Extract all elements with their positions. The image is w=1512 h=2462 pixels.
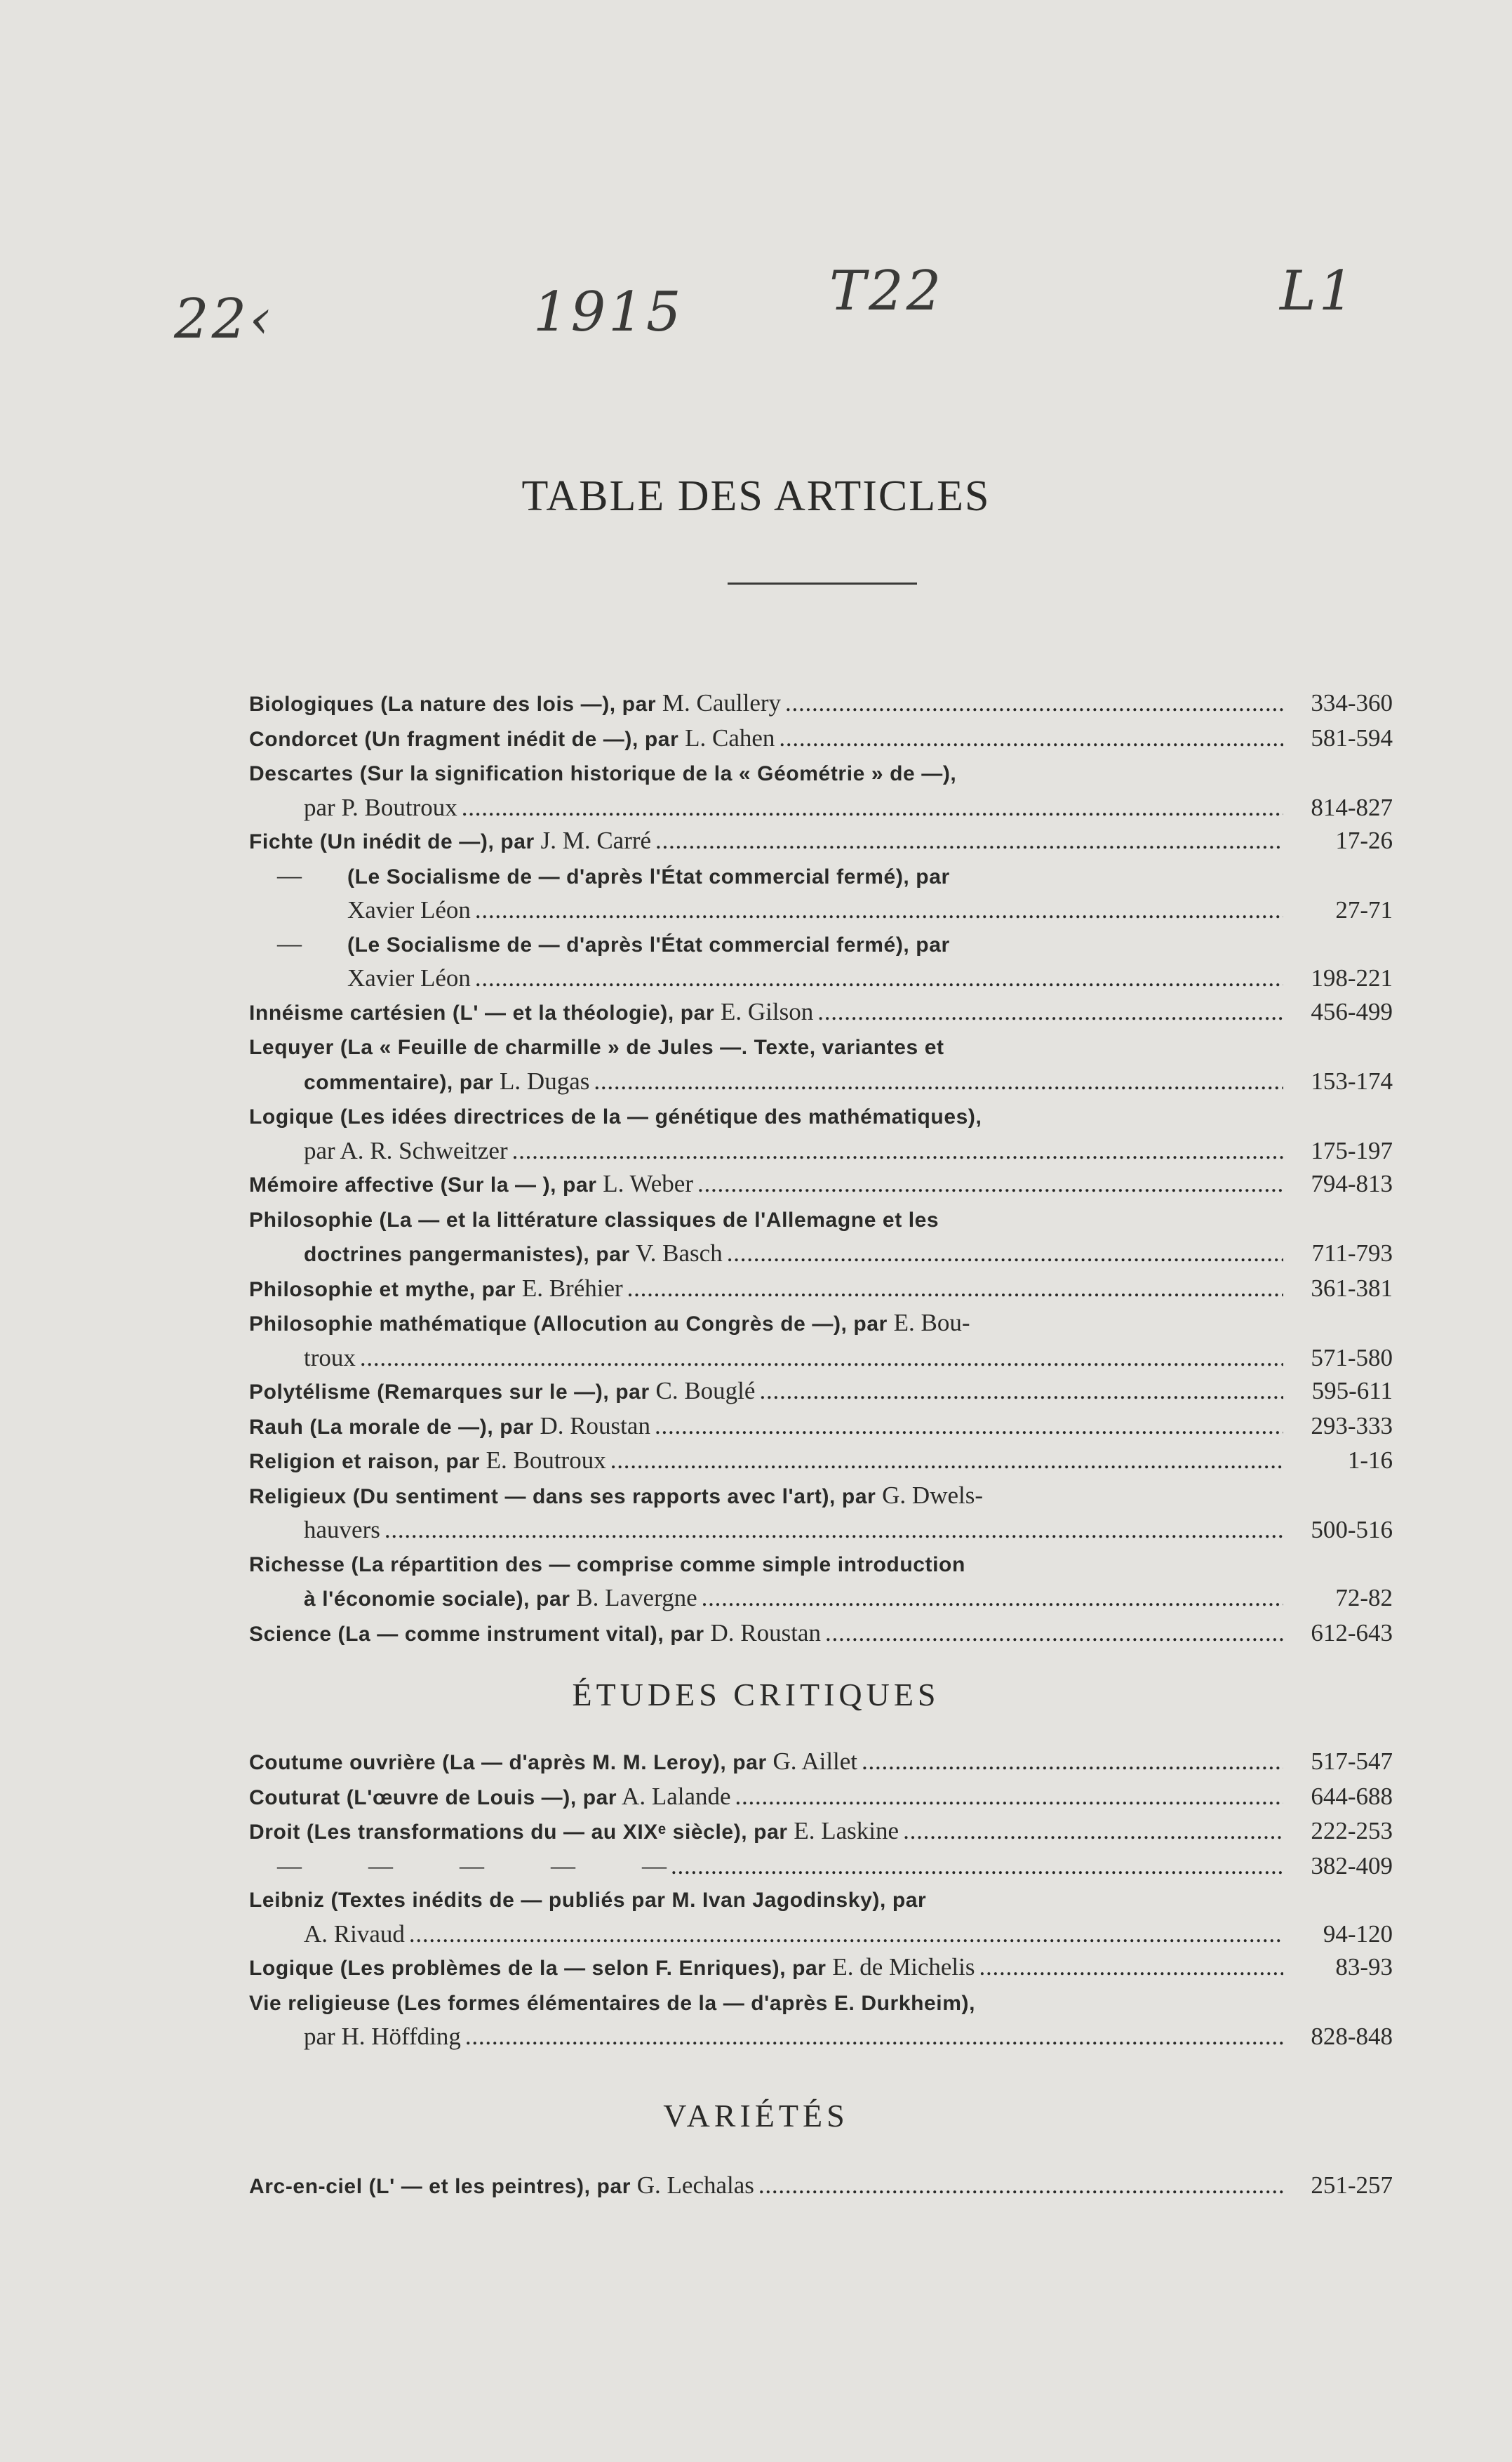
- entry-heading: [249, 686, 781, 721]
- dot-leader: [702, 1581, 1283, 1615]
- entry-author: V. Basch: [629, 1239, 723, 1267]
- toc-entry: [249, 1202, 1393, 1272]
- entry-line: [249, 1306, 1393, 1341]
- dot-leader: [785, 686, 1283, 720]
- toc-entry: [249, 756, 1393, 824]
- entry-heading: [249, 1374, 755, 1409]
- toc-entry: [249, 1167, 1393, 1202]
- entry-subject: Polytélisme (Remarques sur le —), par: [249, 1380, 650, 1404]
- entry-author: D. Roustan: [533, 1411, 650, 1439]
- entry-continuation: [304, 1513, 380, 1547]
- entry-line: [249, 859, 1393, 894]
- entry-line: [249, 2169, 1393, 2204]
- page-range: 595-611: [1311, 1377, 1393, 1404]
- page-range: 175-197: [1311, 1136, 1393, 1164]
- entry-line: [249, 756, 1393, 791]
- entry-subject: Logique (Les problèmes de la — selon F. Enriques), par: [249, 1957, 827, 1980]
- entry-line: [249, 1985, 1393, 2021]
- toc-entry: [249, 1780, 1393, 1815]
- entry-continuation: [304, 1581, 697, 1616]
- dot-leader: [697, 1167, 1283, 1201]
- dot-leader: [409, 1917, 1283, 1951]
- entry-heading: [249, 1745, 857, 1780]
- entry-author: G. Lechalas: [631, 2171, 754, 2199]
- entry-line: [249, 791, 1393, 825]
- entry-heading: [277, 927, 950, 962]
- dot-leader: [384, 1513, 1283, 1547]
- entry-line: [249, 824, 1393, 859]
- toc-entry: [249, 1409, 1393, 1444]
- entry-author: A. Lalande: [617, 1782, 731, 1810]
- entry-line: [249, 1745, 1393, 1780]
- page-range: 361-381: [1311, 1274, 1393, 1302]
- page-range: 644-688: [1311, 1782, 1393, 1810]
- ditto-dash: —: [277, 1851, 302, 1879]
- toc-entry: [249, 927, 1393, 995]
- page-range: 293-333: [1311, 1411, 1393, 1439]
- entry-heading: [249, 1167, 693, 1202]
- entry-heading: [249, 2169, 754, 2204]
- dot-leader: [979, 1950, 1283, 1984]
- page-range: 222-253: [1311, 1817, 1393, 1844]
- entry-line: [249, 1581, 1393, 1616]
- entry-heading: [249, 1444, 606, 1479]
- dot-leader: [360, 1341, 1283, 1375]
- entry-subject: Vie religieuse (Les formes élémentaires de la — d'après E. Durkheim),: [249, 1991, 976, 2015]
- entry-line: [249, 1099, 1393, 1134]
- entry-heading: [249, 756, 956, 791]
- entry-heading: [249, 1814, 899, 1849]
- entry-line: [249, 1167, 1393, 1202]
- toc-entry: [249, 1444, 1393, 1479]
- entry-continuation: [304, 2020, 461, 2054]
- entry-author: G. Aillet: [766, 1748, 858, 1775]
- entry-continuation: [304, 1134, 508, 1168]
- dot-leader: [627, 1272, 1283, 1305]
- toc-entry: [249, 1814, 1393, 1849]
- entry-subject: Biologiques (La nature des lois —), par: [249, 693, 657, 716]
- entry-heading: [249, 1306, 970, 1341]
- dot-leader: [727, 1237, 1283, 1270]
- entry-subject: Lequyer (La « Feuille de charmille » de Jules —. Texte, variantes et: [249, 1036, 944, 1059]
- entry-subject: Philosophie (La — et la littérature classiques de l'Allemagne et les: [249, 1208, 939, 1232]
- entry-dash: —: [277, 861, 302, 889]
- page-range: 456-499: [1311, 997, 1393, 1025]
- entry-heading: [249, 1882, 926, 1917]
- entry-subject: (Le Socialisme de — d'après l'État commercial fermé), par: [347, 865, 950, 889]
- entry-line: [249, 1547, 1393, 1582]
- entry-subject-cont: à l'économie sociale), par: [304, 1588, 570, 1611]
- entry-author: E. de Michelis: [826, 1953, 975, 1981]
- entry-line: [249, 995, 1393, 1030]
- entry-heading: [277, 859, 950, 894]
- entry-subject: Richesse (La répartition des — comprise comme simple introduction: [249, 1552, 965, 1576]
- entry-line: [249, 927, 1393, 962]
- toc-entry: [249, 824, 1393, 859]
- entry-line: [249, 1882, 1393, 1917]
- dot-leader: [903, 1814, 1283, 1848]
- dot-leader: [475, 961, 1283, 995]
- entry-author: hauvers: [304, 1516, 380, 1543]
- entry-line: [249, 2020, 1393, 2054]
- page-range: 153-174: [1311, 1067, 1393, 1095]
- toc-entry: [249, 2169, 1393, 2204]
- page-range: 17-26: [1335, 827, 1393, 854]
- entry-line: [249, 1616, 1393, 1651]
- articles-list: [249, 686, 1393, 1651]
- toc-entry: [249, 1030, 1393, 1099]
- entry-author: A. Rivaud: [304, 1919, 405, 1948]
- entry-heading: [249, 1272, 623, 1307]
- dot-leader: [610, 1444, 1283, 1477]
- entry-heading: [249, 721, 775, 757]
- dot-leader: [862, 1745, 1283, 1778]
- entry-heading: [249, 824, 651, 859]
- etudes-list: [249, 1745, 1393, 2054]
- entry-author: E. Laskine: [787, 1817, 899, 1844]
- entry-line: [249, 1374, 1393, 1409]
- entry-line: [249, 961, 1393, 995]
- dot-leader: [758, 2169, 1283, 2202]
- entry-author: M. Caullery: [656, 689, 782, 717]
- entry-subject: Rauh (La morale de —), par: [249, 1415, 534, 1439]
- entry-author: B. Lavergne: [570, 1584, 697, 1611]
- entry-author: troux: [304, 1343, 356, 1371]
- ditto-dash: —: [642, 1851, 667, 1879]
- ditto-marks: [249, 1849, 667, 1883]
- entry-line: [249, 1409, 1393, 1444]
- ditto-dash: —: [368, 1851, 393, 1879]
- page-range: 828-848: [1311, 2023, 1393, 2050]
- page-range: 612-643: [1311, 1618, 1393, 1646]
- entry-continuation: [347, 961, 471, 995]
- entry-author: Xavier Léon: [347, 896, 471, 924]
- entry-author: L. Weber: [596, 1170, 694, 1197]
- dot-leader: [759, 1374, 1283, 1408]
- etudes-heading: ÉTUDES CRITIQUES: [572, 1677, 940, 1712]
- entry-continuation: [347, 893, 471, 927]
- entry-heading: [249, 1099, 982, 1134]
- toc-entry: [249, 1306, 1393, 1374]
- entry-subject: Droit (Les transformations du — au XIXᵉ siècle), par: [249, 1821, 788, 1844]
- entry-subject: Arc-en-ciel (L' — et les peintres), par: [249, 2175, 631, 2198]
- varietes-heading: VARIÉTÉS: [663, 2098, 849, 2134]
- entry-heading: [249, 1780, 731, 1815]
- handwritten-annotations: [0, 232, 1512, 358]
- handwritten-year: 1915: [533, 281, 684, 344]
- entry-author: C. Bouglé: [649, 1377, 756, 1404]
- page-range: 83-93: [1335, 1953, 1393, 1981]
- dot-leader: [817, 995, 1283, 1029]
- entry-heading: [249, 1202, 939, 1237]
- entry-subject: Innéisme cartésien (L' — et la théologie), par: [249, 1001, 715, 1025]
- ditto-dash: —: [460, 1851, 484, 1879]
- toc-entry: [249, 1849, 1393, 1883]
- dot-leader: [465, 2020, 1283, 2054]
- entry-author: par H. Höffding: [304, 2023, 461, 2050]
- toc-entry: [249, 1950, 1393, 1985]
- entry-author: Xavier Léon: [347, 964, 471, 992]
- toc-entry: [249, 1616, 1393, 1651]
- entry-continuation: [304, 1237, 723, 1272]
- toc-entry: [249, 1099, 1393, 1167]
- entry-subject: Philosophie et mythe, par: [249, 1277, 516, 1301]
- page-range: 334-360: [1311, 689, 1393, 717]
- toc-entry: [249, 1479, 1393, 1547]
- entry-subject: Condorcet (Un fragment inédit de —), par: [249, 727, 679, 751]
- entry-line: [249, 1513, 1393, 1547]
- toc-entry: [249, 686, 1393, 721]
- entry-continuation: [304, 1065, 589, 1100]
- entry-subject-cont: commentaire), par: [304, 1070, 494, 1094]
- entry-subject: Mémoire affective (Sur la — ), par: [249, 1173, 597, 1197]
- handwritten-note: 22‹: [174, 288, 274, 351]
- entry-subject: Logique (Les idées directrices de la — génétique des mathématiques),: [249, 1105, 982, 1129]
- toc-entry: [249, 1985, 1393, 2054]
- entry-subject: Science (La — comme instrument vital), par: [249, 1622, 704, 1646]
- entry-subject: Philosophie mathématique (Allocution au Congrès de —), par: [249, 1312, 888, 1336]
- toc-entry: [249, 995, 1393, 1030]
- entry-subject: (Le Socialisme de — d'après l'État commercial fermé), par: [347, 933, 950, 957]
- varietes-list: [249, 2169, 1393, 2204]
- ditto-dash: —: [551, 1851, 575, 1879]
- toc-entry: [249, 1745, 1393, 1780]
- entry-heading: [249, 1409, 650, 1444]
- entry-author: par A. R. Schweitzer: [304, 1136, 508, 1164]
- entry-author: L. Dugas: [493, 1067, 590, 1095]
- entry-author: L. Cahen: [678, 724, 775, 752]
- entry-line: [249, 1272, 1393, 1307]
- page-range: 517-547: [1311, 1748, 1393, 1775]
- entry-line: [249, 893, 1393, 927]
- dot-leader: [594, 1065, 1283, 1098]
- title-rule: [728, 583, 917, 585]
- page-range: 382-409: [1311, 1851, 1393, 1879]
- entry-line: [249, 1134, 1393, 1168]
- dot-leader: [512, 1134, 1283, 1168]
- entry-line: [249, 1950, 1393, 1985]
- entry-author: E. Boutroux: [479, 1446, 606, 1474]
- entry-subject: Couturat (L'œuvre de Louis —), par: [249, 1785, 617, 1809]
- entry-line: [249, 1917, 1393, 1951]
- entry-continuation: [304, 1341, 356, 1375]
- entry-heading: [249, 995, 813, 1030]
- entry-heading: [249, 1950, 975, 1985]
- entry-subject-cont: doctrines pangermanistes), par: [304, 1243, 630, 1266]
- page-title: TABLE DES ARTICLES: [521, 472, 991, 520]
- dot-leader: [735, 1780, 1283, 1814]
- entry-dash: —: [277, 929, 302, 957]
- page-range: 72-82: [1335, 1584, 1393, 1611]
- page-range: 571-580: [1311, 1343, 1393, 1371]
- dot-leader: [825, 1616, 1283, 1650]
- entry-line: [249, 1479, 1393, 1514]
- page-range: 251-257: [1311, 2171, 1393, 2199]
- entry-line: [249, 1237, 1393, 1272]
- entry-subject: Religieux (Du sentiment — dans ses rapports avec l'art), par: [249, 1484, 876, 1508]
- toc-entry: [249, 1547, 1393, 1616]
- entry-author: J. M. Carré: [534, 827, 652, 854]
- toc-entry: [249, 859, 1393, 927]
- entry-line: [249, 1341, 1393, 1375]
- entry-heading: [249, 1479, 983, 1514]
- dot-leader: [671, 1849, 1283, 1883]
- entry-subject: Fichte (Un inédit de —), par: [249, 830, 535, 853]
- entry-subject: Coutume ouvrière (La — d'après M. M. Leroy), par: [249, 1751, 767, 1774]
- toc-entry: [249, 1374, 1393, 1409]
- dot-leader: [462, 791, 1283, 825]
- entry-continuation: [304, 1917, 405, 1951]
- entry-author: G. Dwels-: [876, 1481, 984, 1509]
- entry-line: [249, 1814, 1393, 1849]
- entry-line: [249, 1030, 1393, 1065]
- page-range: 581-594: [1311, 724, 1393, 752]
- entry-heading: [249, 1547, 965, 1582]
- entry-subject: Descartes (Sur la signification historique de la « Géométrie » de —),: [249, 762, 957, 785]
- handwritten-volume: T22: [829, 260, 944, 323]
- page-range: 198-221: [1311, 964, 1393, 992]
- entry-line: [249, 1202, 1393, 1237]
- entry-continuation: [304, 791, 457, 825]
- page-range: 1-16: [1347, 1446, 1393, 1474]
- entry-heading: [249, 1030, 944, 1065]
- toc-entry: [249, 721, 1393, 757]
- entry-author: D. Roustan: [704, 1618, 821, 1646]
- page-range: 27-71: [1335, 896, 1393, 924]
- entry-line: [249, 721, 1393, 757]
- page-range: 500-516: [1311, 1516, 1393, 1543]
- page-range: 794-813: [1311, 1170, 1393, 1197]
- dot-leader: [655, 1409, 1283, 1443]
- entry-line: [249, 1780, 1393, 1815]
- entry-line: [249, 1849, 1393, 1883]
- page-range: 711-793: [1311, 1239, 1393, 1267]
- page-range: 814-827: [1311, 793, 1393, 821]
- entry-subject: Leibniz (Textes inédits de — publiés par M. Ivan Jagodinsky), par: [249, 1889, 927, 1912]
- entry-author: E. Bréhier: [516, 1274, 623, 1302]
- dot-leader: [475, 893, 1283, 927]
- dot-leader: [655, 824, 1283, 858]
- dot-leader: [779, 721, 1283, 755]
- entry-heading: [249, 1985, 975, 2021]
- entry-line: [249, 1065, 1393, 1100]
- entry-author: E. Gilson: [714, 997, 814, 1025]
- entry-author: par P. Boutroux: [304, 793, 457, 821]
- entry-heading: [249, 1616, 821, 1651]
- toc-entry: [249, 1272, 1393, 1307]
- page-range: 94-120: [1323, 1919, 1393, 1948]
- toc-entry: [249, 1882, 1393, 1950]
- handwritten-mark: L1: [1280, 260, 1357, 323]
- entry-subject: Religion et raison, par: [249, 1450, 480, 1473]
- entry-line: [249, 1444, 1393, 1479]
- entry-author: E. Bou-: [887, 1309, 970, 1336]
- entry-line: [249, 686, 1393, 721]
